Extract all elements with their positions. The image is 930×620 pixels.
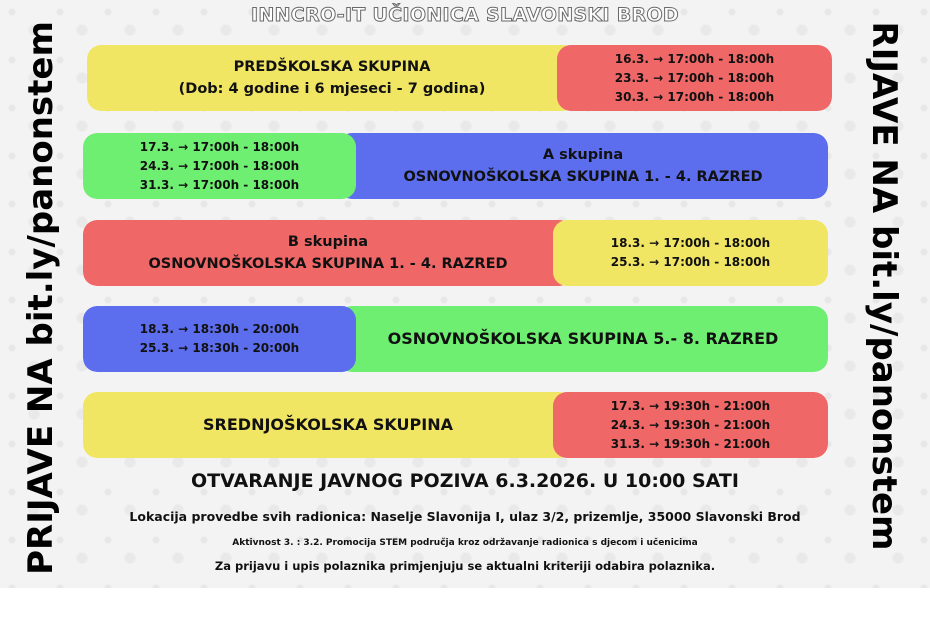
schedule-time: 25.3. → 18:30h - 20:00h [139, 341, 300, 355]
schedule-time: 18.3. → 18:30h - 20:00h [139, 322, 300, 336]
group-subname: B skupina [287, 234, 369, 250]
schedule-panel [83, 306, 356, 372]
schedule-time: 30.3. → 17:00h - 18:00h [614, 89, 775, 104]
group-name: OSNOVNOŠKOLSKA SKUPINA 5.- 8. RAZRED [387, 329, 779, 348]
group-row-preschool [87, 45, 832, 111]
schedule-panel [553, 220, 828, 286]
group-name: SREDNJOŠKOLSKA SKUPINA [203, 415, 453, 434]
schedule-time: 24.3. → 17:00h - 18:00h [139, 158, 300, 173]
schedule-panel [83, 133, 356, 199]
signup-link-right[interactable]: RIJAVE NA bit.ly/panonstem [864, 21, 904, 551]
location-text: Lokacija provedbe svih radionica: Naselje Slavonija I, ulaz 3/2, prizemlje, 35000 Slavonski Brod [129, 509, 801, 524]
group-name: PREDŠKOLSKA SKUPINA [233, 59, 431, 75]
group-name: OSNOVNOŠKOLSKA SKUPINA 1. - 4. RAZRED [148, 256, 508, 272]
schedule-time: 31.3. → 19:30h - 21:00h [610, 436, 771, 451]
group-row-primary-b [83, 220, 828, 286]
group-row-secondary [83, 392, 828, 458]
schedule-time: 18.3. → 17:00h - 18:00h [610, 236, 771, 250]
schedule-time: 16.3. → 17:00h - 18:00h [614, 51, 775, 66]
schedule-time: 31.3. → 17:00h - 18:00h [139, 177, 300, 192]
page-title: INNCRO-IT UČIONICA SLAVONSKI BROD [251, 4, 679, 26]
group-subname: A skupina [542, 147, 624, 163]
group-label-panel [83, 220, 573, 286]
group-name: OSNOVNOŠKOLSKA SKUPINA 1. - 4. RAZRED [403, 169, 763, 185]
group-age-range: (Dob: 4 godine i 6 mjeseci - 7 godina) [178, 81, 486, 97]
schedule-time: 17.3. → 19:30h - 21:00h [610, 398, 771, 413]
footer-strip [0, 588, 930, 620]
schedule-time: 24.3. → 19:30h - 21:00h [610, 417, 771, 432]
group-label-panel [338, 306, 828, 372]
schedule-panel [557, 45, 832, 111]
schedule-time: 17.3. → 17:00h - 18:00h [139, 139, 300, 154]
group-label-panel [338, 133, 828, 199]
group-label-panel [87, 45, 577, 111]
group-row-primary-a [83, 133, 828, 199]
activity-text: Aktivnost 3. : 3.2. Promocija STEM područja kroz održavanje radionica s djecom i učenicima [232, 538, 698, 548]
open-call-announcement: OTVARANJE JAVNOG POZIVA 6.3.2026. U 10:00 SATI [191, 470, 739, 492]
group-row-primary-upper [83, 306, 828, 372]
schedule-time: 25.3. → 17:00h - 18:00h [610, 255, 771, 269]
schedule-panel [553, 392, 828, 458]
criteria-text: Za prijavu i upis polaznika primjenjuju se aktualni kriteriji odabira polaznika. [214, 559, 716, 573]
group-label-panel [83, 392, 573, 458]
schedule-time: 23.3. → 17:00h - 18:00h [614, 70, 775, 85]
signup-link-left[interactable]: PRIJAVE NA bit.ly/panonstem [21, 21, 61, 575]
